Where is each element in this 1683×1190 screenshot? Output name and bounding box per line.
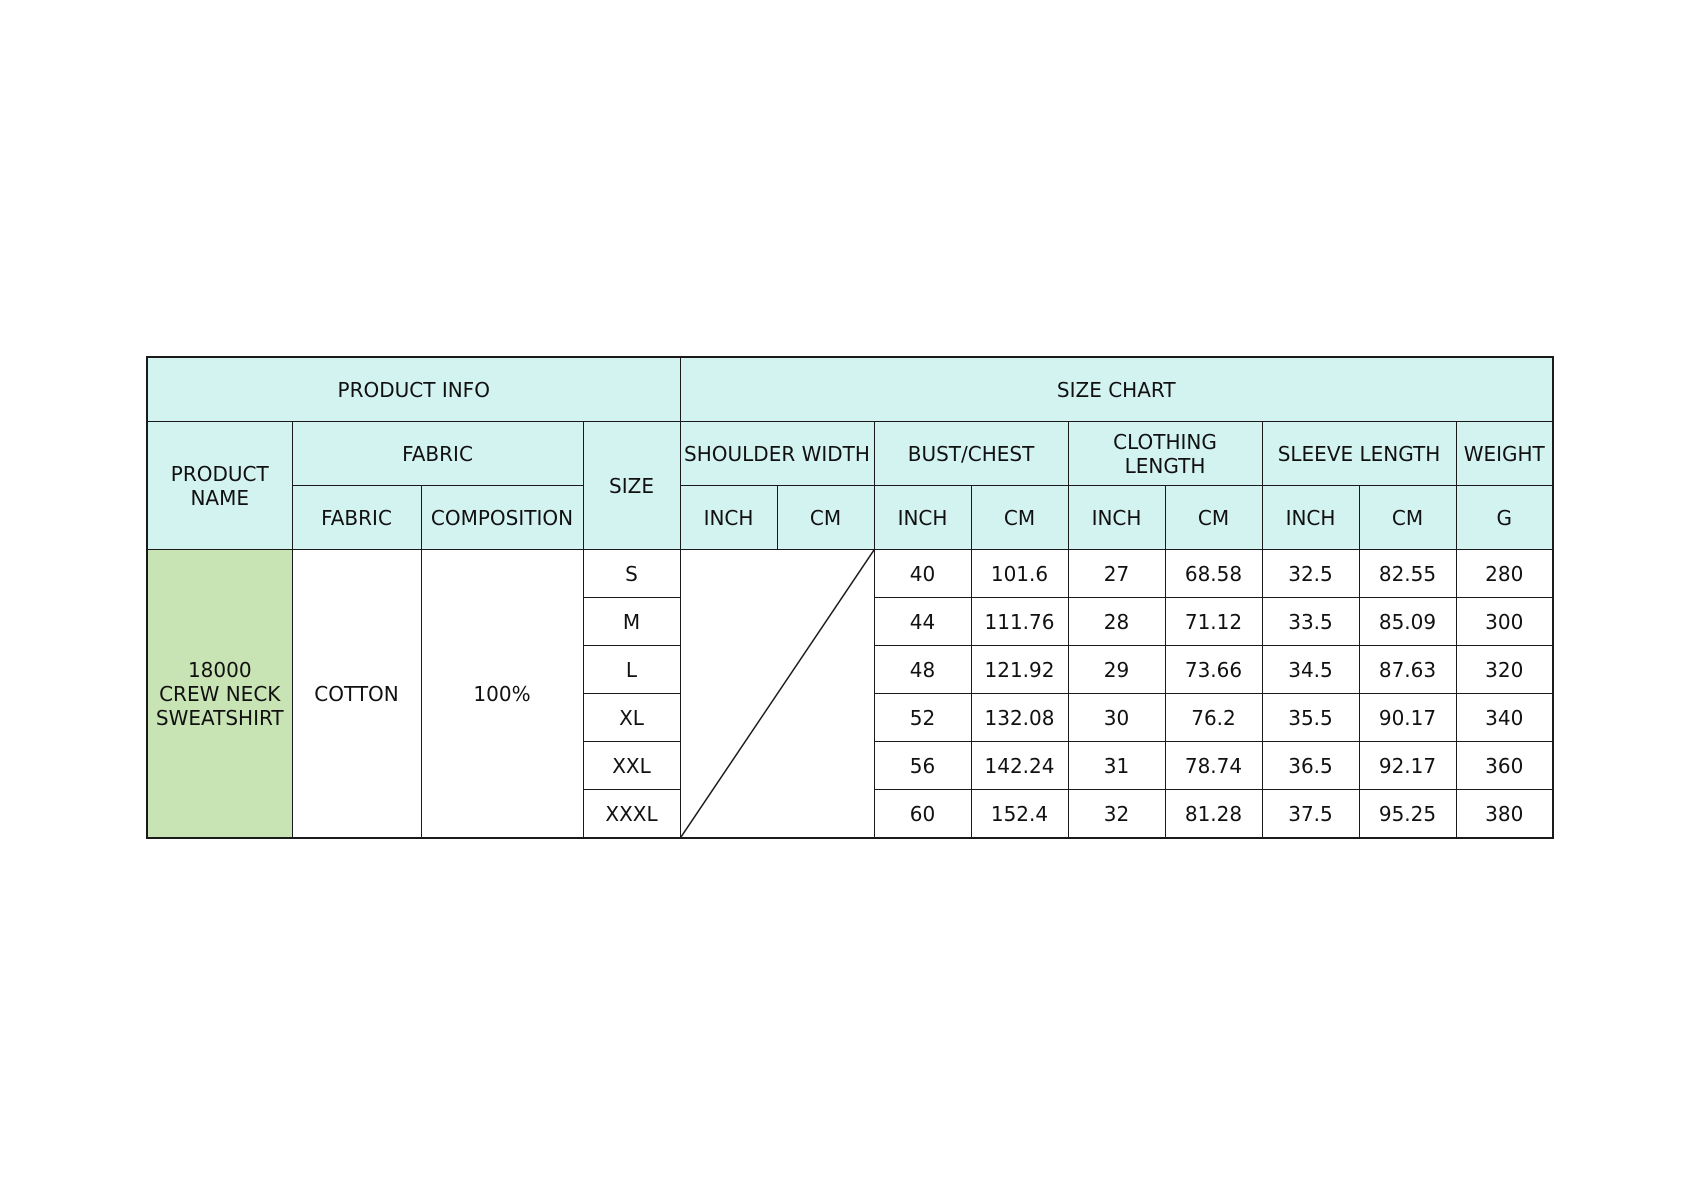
weight-g-subheader: G <box>1456 486 1553 550</box>
sleeve-length-header: SLEEVE LENGTH <box>1262 422 1456 486</box>
size-chart-header: SIZE CHART <box>680 357 1553 422</box>
length-cm-cell: 71.12 <box>1165 598 1262 646</box>
weight-header: WEIGHT <box>1456 422 1553 486</box>
weight-g-cell: 300 <box>1456 598 1553 646</box>
bust-cm-cell: 121.92 <box>971 646 1068 694</box>
shoulder-cm-subheader: CM <box>777 486 874 550</box>
bust-cm-cell: 111.76 <box>971 598 1068 646</box>
product-name-header: PRODUCT NAME <box>147 422 292 550</box>
sleeve-cm-cell: 92.17 <box>1359 742 1456 790</box>
product-name-text: 18000 CREW NECK SWEATSHIRT <box>155 657 284 730</box>
sleeve-cm-cell: 95.25 <box>1359 790 1456 839</box>
header-row-3 <box>147 486 1553 550</box>
size-cell: XXXL <box>583 790 680 839</box>
header-row-2 <box>147 422 1553 486</box>
length-cm-cell: 78.74 <box>1165 742 1262 790</box>
size-cell: S <box>583 550 680 598</box>
composition-subheader: COMPOSITION <box>421 486 583 550</box>
length-inch-cell: 29 <box>1068 646 1165 694</box>
length-inch-cell: 32 <box>1068 790 1165 839</box>
sleeve-inch-cell: 34.5 <box>1262 646 1359 694</box>
bust-inch-cell: 48 <box>874 646 971 694</box>
product-name-cell <box>147 550 292 839</box>
bust-inch-cell: 56 <box>874 742 971 790</box>
sleeve-cm-cell: 87.63 <box>1359 646 1456 694</box>
sleeve-inch-subheader: INCH <box>1262 486 1359 550</box>
clothing-length-label: CLOTHING LENGTH <box>1113 429 1217 478</box>
diagonal-slash <box>681 550 874 837</box>
table-row <box>147 550 1553 598</box>
length-cm-subheader: CM <box>1165 486 1262 550</box>
sleeve-inch-cell: 37.5 <box>1262 790 1359 839</box>
bust-inch-cell: 52 <box>874 694 971 742</box>
length-cm-cell: 76.2 <box>1165 694 1262 742</box>
bust-cm-cell: 152.4 <box>971 790 1068 839</box>
product-info-header: PRODUCT INFO <box>147 357 680 422</box>
fabric-subheader: FABRIC <box>292 486 421 550</box>
sleeve-cm-cell: 85.09 <box>1359 598 1456 646</box>
header-row-1 <box>147 357 1553 422</box>
fabric-cell: COTTON <box>292 550 421 839</box>
bust-cm-cell: 132.08 <box>971 694 1068 742</box>
bust-inch-cell: 40 <box>874 550 971 598</box>
sleeve-cm-cell: 90.17 <box>1359 694 1456 742</box>
bust-inch-cell: 60 <box>874 790 971 839</box>
bust-cm-cell: 142.24 <box>971 742 1068 790</box>
shoulder-inch-subheader: INCH <box>680 486 777 550</box>
size-cell: L <box>583 646 680 694</box>
length-cm-cell: 73.66 <box>1165 646 1262 694</box>
sleeve-inch-cell: 35.5 <box>1262 694 1359 742</box>
bust-cm-cell: 101.6 <box>971 550 1068 598</box>
clothing-length-header <box>1068 422 1262 486</box>
weight-g-cell: 360 <box>1456 742 1553 790</box>
sleeve-cm-subheader: CM <box>1359 486 1456 550</box>
bust-inch-subheader: INCH <box>874 486 971 550</box>
length-inch-cell: 31 <box>1068 742 1165 790</box>
weight-g-cell: 340 <box>1456 694 1553 742</box>
sleeve-inch-cell: 32.5 <box>1262 550 1359 598</box>
length-cm-cell: 81.28 <box>1165 790 1262 839</box>
weight-g-cell: 280 <box>1456 550 1553 598</box>
shoulder-width-empty-cell <box>680 550 874 839</box>
bust-cm-subheader: CM <box>971 486 1068 550</box>
shoulder-width-header: SHOULDER WIDTH <box>680 422 874 486</box>
length-inch-cell: 28 <box>1068 598 1165 646</box>
sleeve-inch-cell: 33.5 <box>1262 598 1359 646</box>
bust-chest-header: BUST/CHEST <box>874 422 1068 486</box>
sleeve-inch-cell: 36.5 <box>1262 742 1359 790</box>
sleeve-cm-cell: 82.55 <box>1359 550 1456 598</box>
size-chart-table <box>146 356 1554 839</box>
length-cm-cell: 68.58 <box>1165 550 1262 598</box>
weight-g-cell: 320 <box>1456 646 1553 694</box>
size-cell: XL <box>583 694 680 742</box>
length-inch-cell: 30 <box>1068 694 1165 742</box>
weight-g-cell: 380 <box>1456 790 1553 839</box>
length-inch-cell: 27 <box>1068 550 1165 598</box>
bust-inch-cell: 44 <box>874 598 971 646</box>
size-header: SIZE <box>583 422 680 550</box>
length-inch-subheader: INCH <box>1068 486 1165 550</box>
composition-cell: 100% <box>421 550 583 839</box>
fabric-group-header: FABRIC <box>292 422 583 486</box>
size-cell: XXL <box>583 742 680 790</box>
size-cell: M <box>583 598 680 646</box>
